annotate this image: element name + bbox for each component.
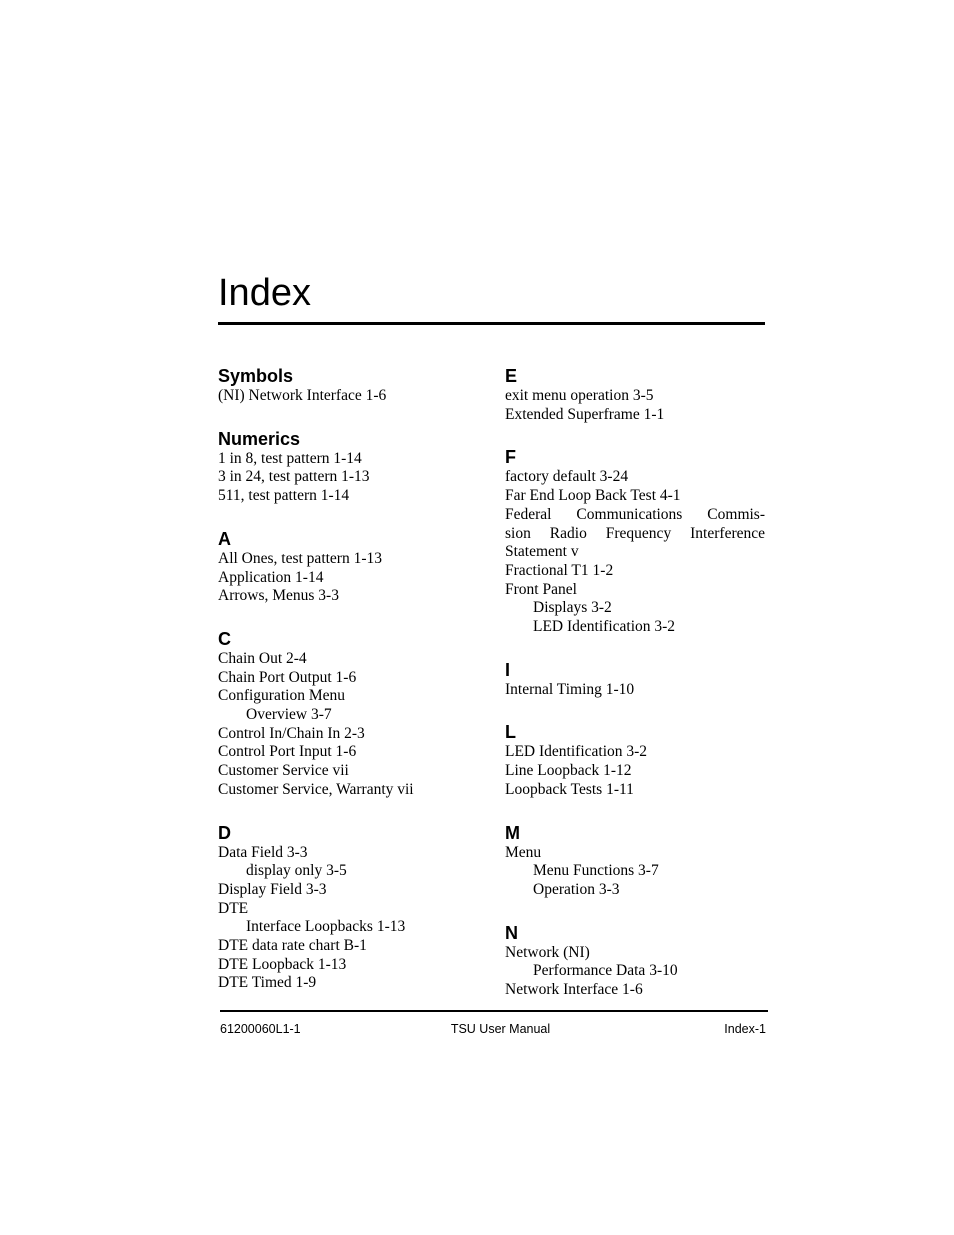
index-column-right xyxy=(505,366,765,1023)
index-column-left xyxy=(218,366,458,1016)
index-entry: Far End Loop Back Test 4-1 xyxy=(505,487,681,505)
index-entry: Network (NI) xyxy=(505,943,590,961)
index-entry: Display Field 3-3 xyxy=(218,880,327,898)
index-section xyxy=(505,923,765,1000)
index-entry: LED Identification 3-2 xyxy=(505,743,648,761)
index-entry: Customer Service vii xyxy=(218,762,349,780)
index-section xyxy=(218,429,458,506)
index-entry: DTE data rate chart B-1 xyxy=(218,937,367,955)
index-entry: 511, test pattern 1-14 xyxy=(218,487,350,505)
section-heading: L xyxy=(505,722,516,743)
index-subentry: Operation 3-3 xyxy=(533,880,620,898)
index-entry: Customer Service, Warranty vii xyxy=(218,780,414,798)
index-section xyxy=(218,629,458,800)
index-subentry: Menu Functions 3-7 xyxy=(533,862,659,880)
index-subentry: LED Identification 3-2 xyxy=(533,618,676,636)
index-entry: DTE xyxy=(218,899,249,917)
index-entry: (NI) Network Interface 1-6 xyxy=(218,387,387,404)
index-entry: Menu xyxy=(505,843,542,861)
section-heading: M xyxy=(505,822,520,843)
index-entry: DTE Timed 1-9 xyxy=(218,974,317,992)
index-entry: Data Field 3-3 xyxy=(218,843,308,861)
footer-page-number: Index-1 xyxy=(724,1022,766,1036)
index-entry: sion Radio Frequency Interference xyxy=(505,524,765,542)
index-section xyxy=(505,366,765,424)
index-entry: Control In/Chain In 2-3 xyxy=(218,724,365,742)
index-entry: Front Panel xyxy=(505,580,577,598)
index-entry: Federal Communications Commis- xyxy=(505,505,765,523)
index-section xyxy=(218,823,458,994)
index-entry: Fractional T1 1-2 xyxy=(505,561,614,579)
section-heading: A xyxy=(218,528,231,549)
index-entry: Loopback Tests 1-11 xyxy=(505,780,634,798)
index-subentry: display only 3-5 xyxy=(246,862,347,880)
footer-manual-title: TSU User Manual xyxy=(450,1022,551,1036)
section-heading: D xyxy=(218,822,231,843)
index-section xyxy=(218,529,458,606)
index-entry: Control Port Input 1-6 xyxy=(218,743,357,761)
index-section xyxy=(505,660,765,700)
section-heading: Numerics xyxy=(218,428,301,449)
index-section xyxy=(505,447,765,636)
footer-rule xyxy=(220,1010,768,1012)
index-entry: Statement v xyxy=(505,543,579,561)
index-entry: factory default 3-24 xyxy=(505,468,629,486)
index-section xyxy=(218,366,458,406)
index-entry: Extended Superframe 1-1 xyxy=(505,405,665,423)
index-entry: DTE Loopback 1-13 xyxy=(218,955,347,973)
index-entry: 1 in 8, test pattern 1-14 xyxy=(218,449,362,467)
index-entry: Configuration Menu xyxy=(218,687,345,705)
index-section xyxy=(505,823,765,900)
index-section xyxy=(505,722,765,799)
index-entry: Arrows, Menus 3-3 xyxy=(218,587,339,605)
index-entry: Line Loopback 1-12 xyxy=(505,762,632,780)
index-entry: Application 1-14 xyxy=(218,568,324,586)
section-heading: N xyxy=(505,922,518,943)
title-rule xyxy=(218,322,765,325)
index-entry: 3 in 24, test pattern 1-13 xyxy=(218,468,370,486)
section-heading: E xyxy=(505,366,518,386)
index-entry: Internal Timing 1-10 xyxy=(505,680,635,698)
index-entry: All Ones, test pattern 1-13 xyxy=(218,549,383,567)
index-entry: Chain Out 2-4 xyxy=(218,649,307,667)
index-subentry: Interface Loopbacks 1-13 xyxy=(246,918,406,936)
index-subentry: Displays 3-2 xyxy=(533,599,612,617)
section-heading: F xyxy=(505,447,516,468)
footer-doc-number: 61200060L1-1 xyxy=(220,1022,301,1036)
page-title: Index xyxy=(218,272,311,314)
index-subentry: Overview 3-7 xyxy=(246,706,332,724)
section-heading: I xyxy=(505,659,511,680)
index-entry: Chain Port Output 1-6 xyxy=(218,668,357,686)
section-heading: Symbols xyxy=(218,366,294,386)
index-subentry: Performance Data 3-10 xyxy=(533,962,678,980)
index-entry: exit menu operation 3-5 xyxy=(505,387,654,404)
index-entry: Network Interface 1-6 xyxy=(505,981,643,999)
section-heading: C xyxy=(218,628,231,649)
